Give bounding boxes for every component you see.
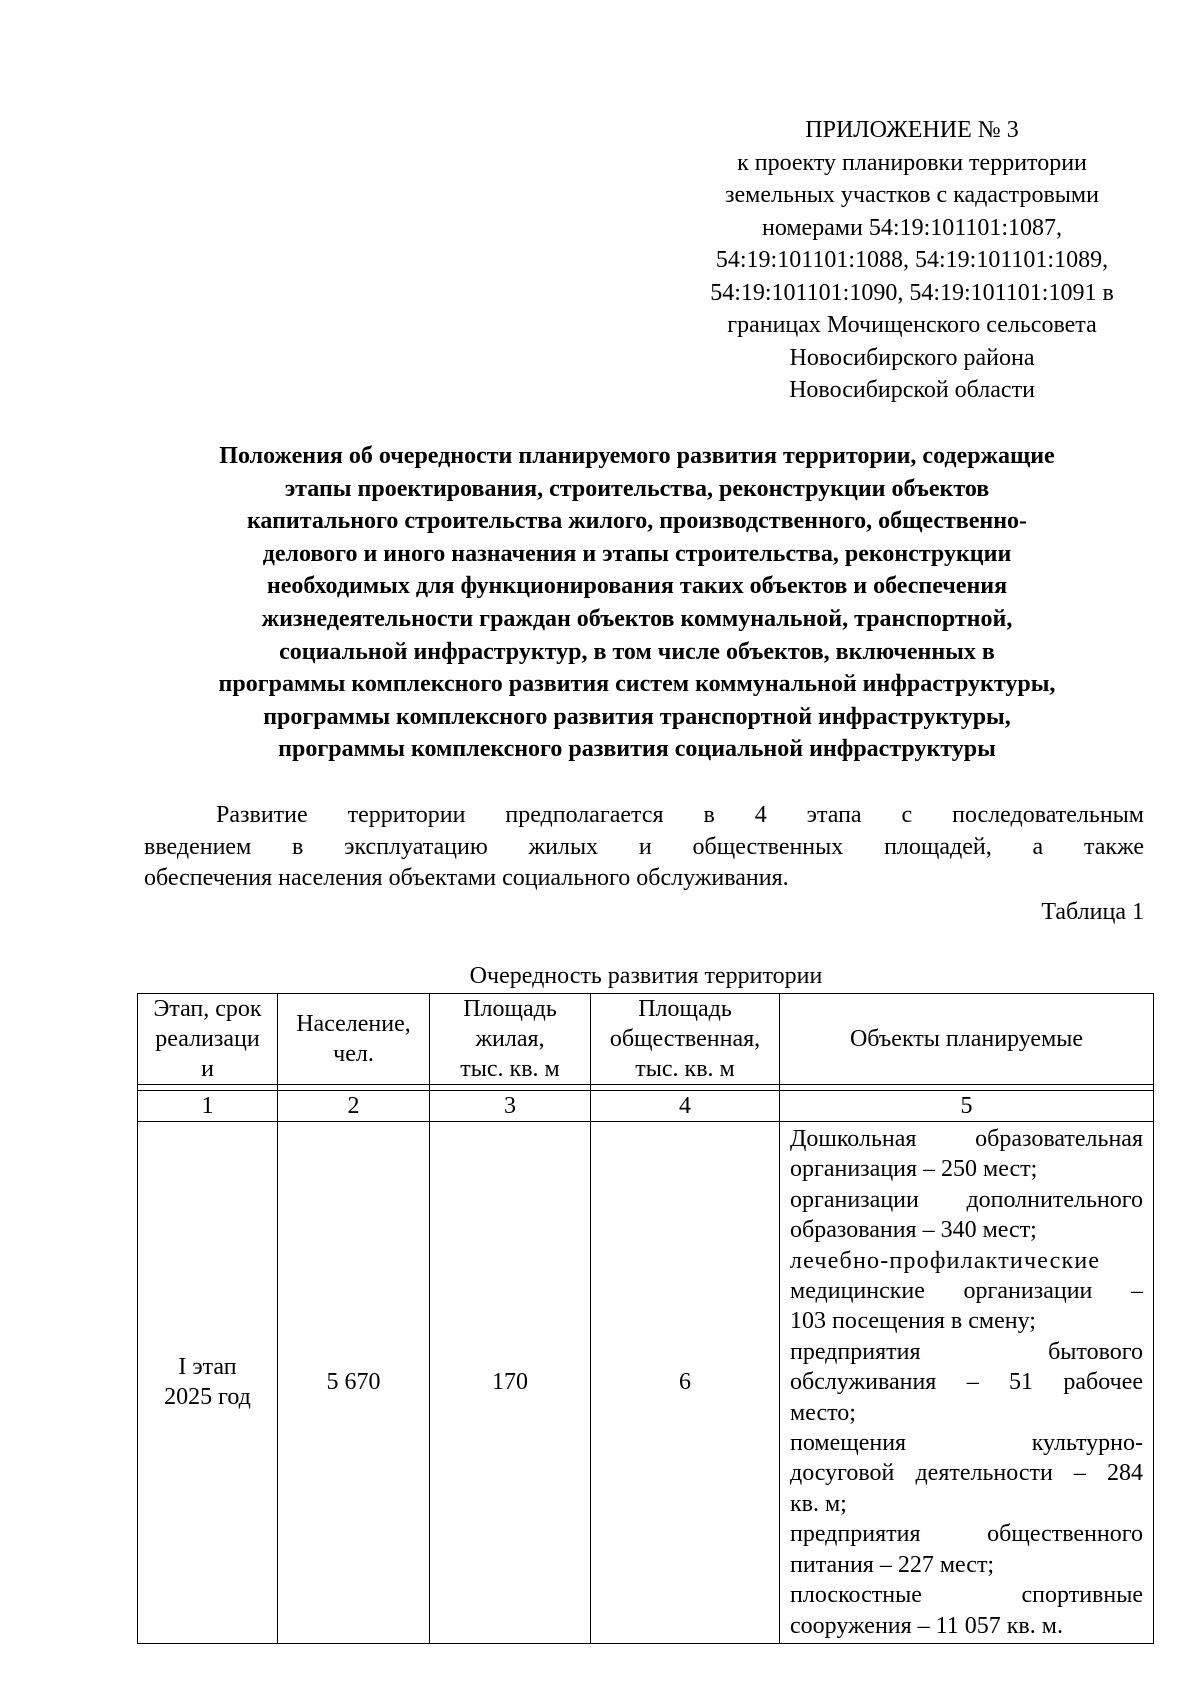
object-line: образования – 340 мест; — [790, 1217, 1037, 1244]
header-stage: Этап, срок реализаци и — [138, 994, 278, 1085]
annex-title: ПРИЛОЖЕНИЕ № 3 — [805, 117, 1019, 143]
column-number: 1 — [138, 1091, 278, 1122]
object-line: плоскостные спортивные — [790, 1582, 1143, 1609]
table-header-row — [138, 994, 1154, 1085]
object-line: предприятия бытового — [790, 1338, 1143, 1365]
column-number: 4 — [591, 1091, 780, 1122]
annex-line: номерами 54:19:101101:1087, — [761, 214, 1063, 241]
intro-line: обеспечения населения объектами социального обслуживания. — [144, 865, 789, 891]
header-population: Население, чел. — [278, 994, 430, 1085]
heading-line: социальной инфраструктур, в том числе объектов, включенных в — [279, 638, 995, 665]
header-public-area: Площадь общественная, тыс. кв. м — [591, 994, 780, 1085]
cell-residential-area: 170 — [430, 1122, 591, 1644]
annex-line: земельных участков с кадастровыми — [725, 182, 1099, 208]
intro-line: Развитие территории предполагается в 4 этапа с последовательным — [216, 802, 1144, 828]
column-number: 3 — [430, 1091, 591, 1122]
annex-line: 54:19:101101:1090, 54:19:101101:1091 в — [710, 279, 1114, 306]
heading-line: Положения об очередности планируемого развития территории, содержащие — [219, 443, 1055, 469]
object-line: организация – 250 мест; — [790, 1156, 1038, 1183]
annex-line: Новосибирской области — [789, 377, 1035, 403]
annex-line: Новосибирского района — [789, 344, 1035, 371]
object-line: питания – 227 мест; — [790, 1551, 995, 1578]
object-line: организации дополнительного — [790, 1186, 1143, 1213]
cell-planned-objects — [780, 1122, 1154, 1644]
object-line: место; — [790, 1399, 856, 1426]
object-line: кв. м; — [790, 1490, 847, 1517]
annex-line: границах Мочищенского сельсовета — [727, 312, 1097, 338]
heading-line: этапы проектирования, строительства, реконструкции объектов — [284, 475, 990, 502]
table-caption: Очередность развития территории — [469, 963, 823, 989]
column-number: 2 — [278, 1091, 430, 1122]
document-heading — [142, 440, 1132, 766]
object-line: помещения культурно- — [790, 1430, 1143, 1457]
annex-block — [652, 114, 1172, 407]
intro-line: введением в эксплуатацию жилых и общественных площадей, а также — [144, 833, 1144, 860]
heading-line: делового и иного назначения и этапы строительства, реконструкции — [262, 540, 1012, 567]
object-line: предприятия общественного — [790, 1521, 1143, 1548]
object-line: медицинские организации – — [790, 1278, 1143, 1305]
heading-line: необходимых для функционирования таких объектов и обеспечения — [266, 573, 1008, 600]
heading-line: капитального строительства жилого, производственного, общественно- — [246, 508, 1028, 535]
object-line: Дошкольная образовательная — [790, 1126, 1143, 1152]
intro-paragraph — [144, 800, 1144, 895]
cell-public-area: 6 — [591, 1122, 780, 1644]
object-line: 103 посещения в смену; — [790, 1308, 1036, 1335]
column-number: 5 — [780, 1091, 1154, 1122]
development-schedule-table — [137, 993, 1154, 1644]
heading-line: жизнедеятельности граждан объектов коммунальной, транспортной, — [261, 605, 1013, 632]
table-column-numbers-row — [138, 1091, 1154, 1122]
object-line: обслуживания – 51 рабочее — [790, 1369, 1143, 1396]
table-row — [138, 1122, 1154, 1644]
heading-line: программы комплексного развития транспортной инфраструктуры, — [263, 703, 1011, 730]
annex-line: к проекту планировки территории — [737, 149, 1087, 176]
object-line: досуговой деятельности – 284 — [790, 1460, 1143, 1487]
object-line: лечебно-профилактические — [790, 1247, 1101, 1274]
header-planned-objects: Объекты планируемые — [780, 994, 1154, 1085]
annex-line: 54:19:101101:1088, 54:19:101101:1089, — [715, 247, 1109, 273]
cell-population: 5 670 — [278, 1122, 430, 1644]
heading-line: программы комплексного развития систем коммунальной инфраструктуры, — [218, 671, 1056, 698]
header-residential-area: Площадь жилая, тыс. кв. м — [430, 994, 591, 1085]
table-number: Таблица 1 — [1041, 899, 1144, 925]
object-line: сооружения – 11 057 кв. м. — [790, 1612, 1063, 1639]
cell-stage: I этап 2025 год — [138, 1122, 278, 1644]
heading-line: программы комплексного развития социальной инфраструктуры — [278, 736, 996, 763]
